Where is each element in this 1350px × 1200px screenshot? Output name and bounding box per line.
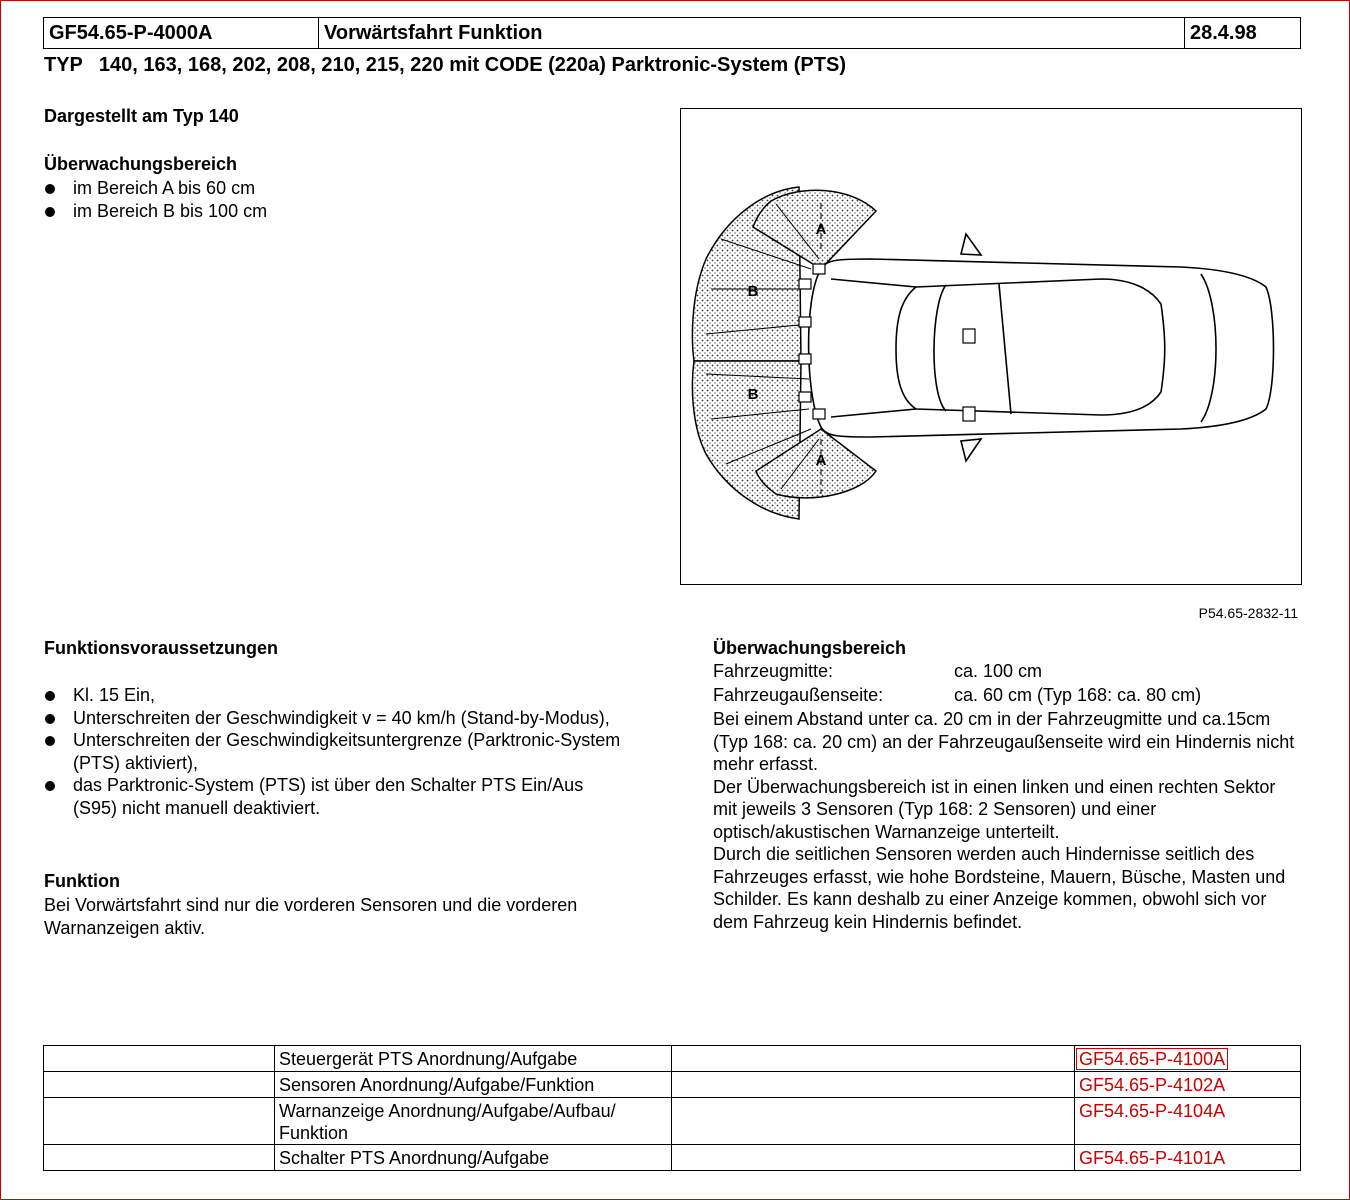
reference-title: Steuergerät PTS Anordnung/Aufgabe: [275, 1046, 672, 1072]
right-monitoring-heading: Überwachungsbereich: [713, 638, 907, 658]
distance-row: [713, 684, 1303, 708]
figure-reference: P54.65-2832-11: [1198, 605, 1298, 621]
table-row: [44, 1046, 1301, 1072]
function-text: Bei Vorwärtsfahrt sind nur die vorderen Sensoren und die vorderen Warnanzeigen aktiv.: [44, 895, 578, 938]
list-item: im Bereich A bis 60 cm: [44, 177, 624, 200]
vehicle-diagram-svg: [681, 109, 1300, 583]
paragraph: Durch die seitlichen Sensoren werden auch Hindernisse seitlich des Fahrzeuges erfasst, wie hohe Bordsteine, Mauern, Büsche, Masten und Schilder. Es kann deshalb zu einer Anzeige kommen, obwohl sich vor dem Fahrzeug kein Hindernis befindet.: [713, 844, 1286, 932]
shown-on-label: Dargestellt am Typ 140: [44, 106, 239, 126]
list-item: das Parktronic-System (PTS) ist über den Schalter PTS Ein/Aus (S95) nicht manuell deaktiviert.: [44, 774, 624, 819]
zone-label-a-top: A: [815, 221, 827, 238]
reference-link[interactable]: GF54.65-P-4100A: [1076, 1048, 1228, 1070]
list-item: im Bereich B bis 100 cm: [44, 200, 624, 223]
table-row: [44, 1145, 1301, 1171]
reference-title: Schalter PTS Anordnung/Aufgabe: [275, 1145, 672, 1171]
doc-number: GF54.65-P-4000A: [44, 18, 319, 48]
reference-link[interactable]: GF54.65-P-4101A: [1075, 1145, 1301, 1171]
distance-value: ca. 100 cm: [954, 661, 1043, 681]
doc-title: Vorwärtsfahrt Funktion: [319, 18, 1185, 48]
zone-label-a-bottom: A: [815, 452, 827, 469]
references-table: [43, 1045, 1301, 1171]
document-header: [43, 17, 1301, 49]
zone-label-b-top: B: [747, 283, 759, 300]
function-heading: Funktion: [44, 871, 120, 891]
reference-link[interactable]: GF54.65-P-4102A: [1075, 1072, 1301, 1098]
monitoring-heading: Überwachungsbereich: [44, 154, 238, 174]
distance-key: Fahrzeugmitte:: [713, 661, 834, 681]
table-row: [44, 1072, 1301, 1098]
table-row: [44, 1098, 1301, 1145]
prerequisites-list: [44, 684, 624, 819]
zone-label-b-bottom: B: [747, 386, 759, 403]
list-item: Unterschreiten der Geschwindigkeitsuntergrenze (Parktronic-System (PTS) aktiviert),: [44, 729, 624, 774]
typ-text: 140, 163, 168, 202, 208, 210, 215, 220 mit CODE (220a) Parktronic-System (PTS): [98, 54, 846, 76]
distance-key: Fahrzeugaußenseite:: [713, 684, 884, 705]
reference-title: Warnanzeige Anordnung/Aufgabe/Aufbau/ Funktion: [275, 1098, 672, 1145]
typ-label: TYP: [44, 54, 83, 76]
car-outline: [809, 234, 1274, 461]
doc-date: 28.4.98: [1190, 22, 1257, 44]
distance-value: ca. 60 cm (Typ 168: ca. 80 cm): [954, 684, 1202, 705]
list-item: Unterschreiten der Geschwindigkeit v = 40 km/h (Stand-by-Modus),: [44, 707, 624, 730]
list-item: Kl. 15 Ein,: [44, 684, 624, 707]
reference-title: Sensoren Anordnung/Aufgabe/Funktion: [275, 1072, 672, 1098]
vehicle-diagram: [680, 108, 1302, 585]
distance-table: [713, 660, 1303, 707]
paragraph: Bei einem Abstand unter ca. 20 cm in der Fahrzeugmitte und ca.15cm (Typ 168: ca. 20 cm) an der Fahrzeugaußenseite wird ein Hindernis nicht mehr erfasst.: [713, 709, 1295, 774]
typ-line: [44, 54, 846, 77]
paragraph: Der Überwachungsbereich ist in einen linken und einen rechten Sektor mit jeweils 3 Sensoren (Typ 168: 2 Sensoren) und einer optisch/akustischen Warnanzeige unterteilt.: [713, 776, 1276, 842]
prerequisites-heading: Funktionsvoraussetzungen: [44, 638, 279, 658]
reference-link[interactable]: GF54.65-P-4104A: [1075, 1098, 1301, 1145]
monitoring-list: [44, 177, 624, 222]
distance-row: [713, 660, 1303, 684]
right-paragraphs: [713, 708, 1303, 933]
